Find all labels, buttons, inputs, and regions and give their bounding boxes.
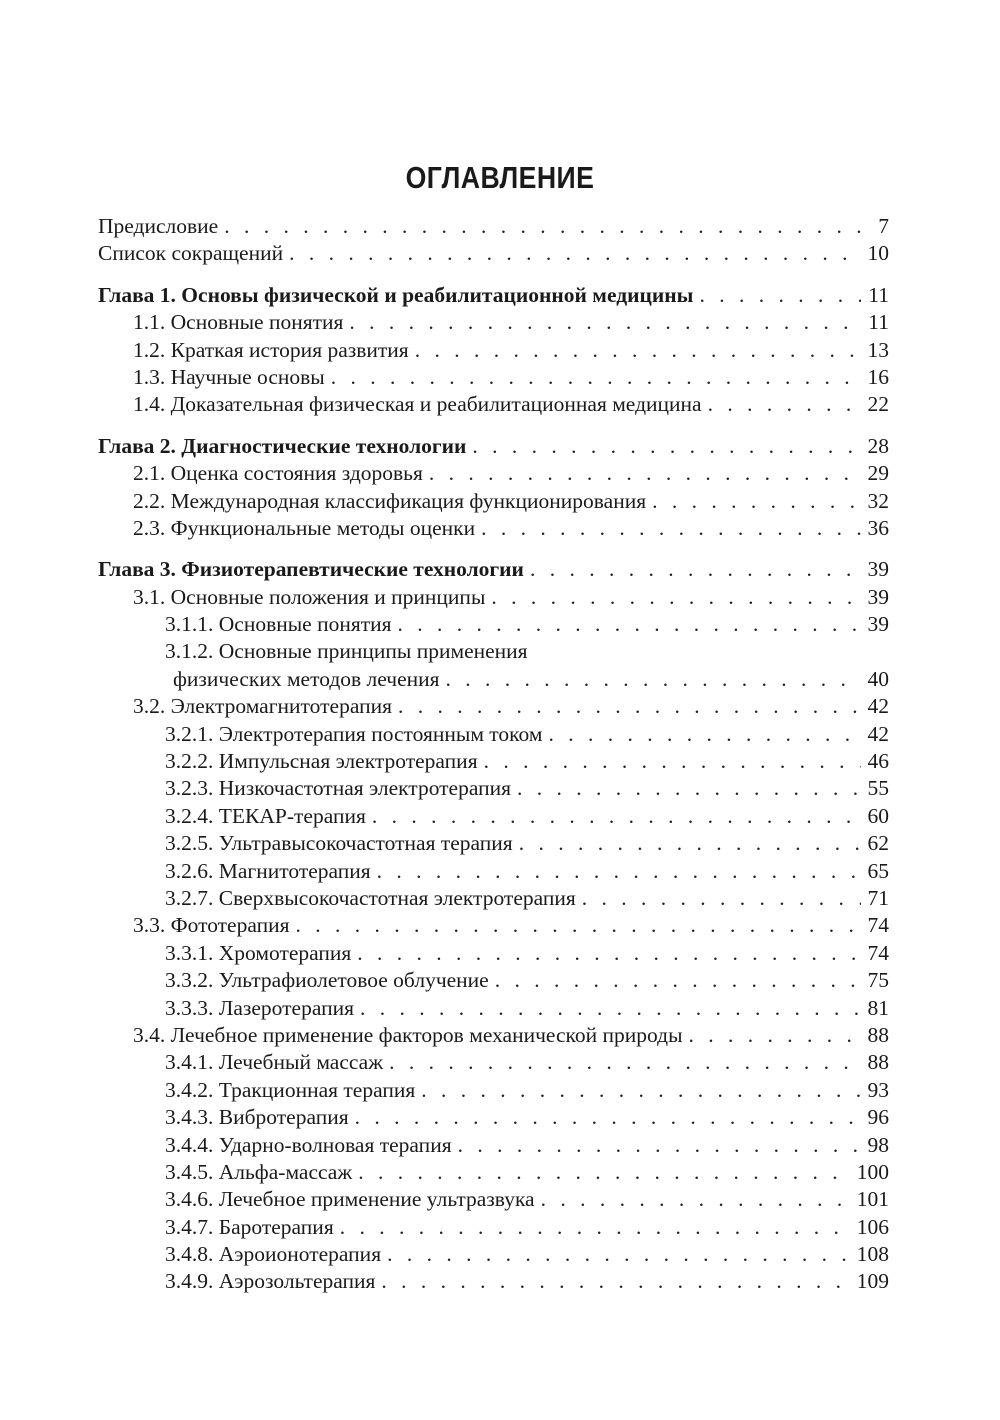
toc-page-number: 36 <box>867 515 889 540</box>
toc-subentry[interactable] <box>98 748 889 775</box>
toc-entry-title: 3.4.2. Тракционная терапия <box>165 1077 416 1102</box>
toc-leader-dots <box>358 1159 851 1186</box>
toc-page-number: 22 <box>867 392 889 417</box>
toc-leader-dots <box>699 282 861 309</box>
toc-page-number: 96 <box>867 1105 889 1130</box>
toc-leader-dots <box>381 1268 850 1295</box>
toc-leader-dots <box>519 830 861 857</box>
table-of-contents <box>98 213 889 1296</box>
toc-entry-title: Глава 1. Основы физической и реабилитационной медицины <box>98 282 694 307</box>
toc-entry[interactable] <box>98 912 889 939</box>
toc-entry-title: Предисловие <box>98 214 219 238</box>
toc-entry-title: 3.4. Лечебное применение факторов механической природы <box>133 1022 683 1047</box>
toc-entry-title: 3.2.2. Импульсная электротерапия <box>165 749 478 774</box>
toc-entry-title: 2.1. Оценка состояния здоровья <box>133 461 423 486</box>
toc-entry-title: 3.4.5. Альфа-массаж <box>165 1159 353 1184</box>
toc-page-number: 40 <box>867 666 889 691</box>
toc-subentry-continuation[interactable] <box>98 666 889 693</box>
toc-subentry[interactable] <box>98 1241 889 1268</box>
toc-page-number: 71 <box>867 885 889 910</box>
toc-entry-title: 3.4.8. Аэроионотерапия <box>165 1242 382 1267</box>
toc-leader-dots <box>458 1132 861 1159</box>
toc-page-number: 62 <box>867 831 889 856</box>
toc-entry-title: 3.1. Основные положения и принципы <box>133 584 486 609</box>
toc-subentry[interactable] <box>98 885 889 912</box>
toc-entry[interactable] <box>98 337 889 364</box>
toc-entry-title: 3.2.6. Магнитотерапия <box>165 858 371 883</box>
toc-leader-dots <box>389 1049 861 1076</box>
toc-entry-title: 3.2. Электромагнитотерапия <box>133 694 392 719</box>
toc-leader-dots <box>355 1104 861 1131</box>
toc-leader-dots <box>708 391 861 418</box>
toc-page-number: 65 <box>867 858 889 883</box>
toc-page-number: 106 <box>856 1214 889 1239</box>
toc-page-number: 74 <box>867 913 889 938</box>
toc-page-number: 13 <box>867 337 889 362</box>
toc-leader-dots <box>652 488 861 515</box>
toc-leader-dots <box>296 912 861 939</box>
toc-subentry[interactable] <box>98 611 889 638</box>
toc-entry-title: Глава 3. Физиотерапевтические технологии <box>98 557 524 582</box>
toc-entry-title: 3.2.1. Электротерапия постоянным током <box>165 721 543 746</box>
toc-leader-dots <box>349 309 861 336</box>
toc-entry-title: 3.2.3. Низкочастотная электротерапия <box>165 776 512 801</box>
toc-page-number: 39 <box>867 584 889 609</box>
toc-page-number: 98 <box>867 1132 889 1157</box>
toc-subentry[interactable] <box>98 940 889 967</box>
toc-page-number: 60 <box>867 803 889 828</box>
toc-page-number: 39 <box>867 557 889 582</box>
toc-subentry[interactable] <box>98 721 889 748</box>
toc-page-number: 7 <box>878 214 889 238</box>
toc-page-number: 93 <box>867 1077 889 1102</box>
toc-leader-dots <box>224 213 861 240</box>
toc-page-number: 28 <box>867 433 889 458</box>
toc-subentry[interactable] <box>98 1268 889 1295</box>
toc-page-number: 108 <box>856 1242 889 1267</box>
toc-entry-title: физических методов лечения <box>173 666 440 691</box>
toc-entry[interactable] <box>98 693 889 720</box>
toc-subentry[interactable] <box>98 638 889 665</box>
toc-chapter-2[interactable] <box>98 433 889 460</box>
toc-subentry[interactable] <box>98 1104 889 1131</box>
toc-subentry[interactable] <box>98 1132 889 1159</box>
toc-leader-dots <box>517 775 861 802</box>
toc-entry-title: 3.3.1. Хромотерапия <box>165 940 352 965</box>
toc-entry-title: 2.2. Международная классификация функционирования <box>133 488 647 513</box>
toc-leader-dots <box>387 1241 851 1268</box>
toc-entry[interactable] <box>98 584 889 611</box>
toc-page-number: 100 <box>856 1159 889 1184</box>
toc-page-number: 42 <box>867 721 889 746</box>
toc-page-number: 29 <box>867 461 889 486</box>
toc-chapter-1[interactable] <box>98 282 889 309</box>
toc-page-number: 46 <box>867 749 889 774</box>
toc-entry-title: 3.3.2. Ультрафиолетовое облучение <box>165 968 489 993</box>
toc-entry-abbreviations[interactable] <box>98 240 889 267</box>
toc-leader-dots <box>360 995 861 1022</box>
toc-subentry[interactable] <box>98 1186 889 1213</box>
toc-entry[interactable] <box>98 1022 889 1049</box>
toc-leader-dots <box>415 337 861 364</box>
page-title: ОГЛАВЛЕНИЕ <box>405 160 595 195</box>
toc-leader-dots <box>530 556 861 583</box>
toc-entry-title: 1.1. Основные понятия <box>133 310 344 335</box>
toc-entry-title: 1.2. Краткая история развития <box>133 337 409 362</box>
toc-page-number: 16 <box>867 364 889 389</box>
toc-entry-title: 3.4.4. Ударно-волновая терапия <box>165 1132 452 1157</box>
toc-entry-title: 3.2.4. ТЕКАР-терапия <box>165 803 366 828</box>
toc-entry-title: 3.4.1. Лечебный массаж <box>165 1050 384 1075</box>
toc-entry-title: 3.4.9. Аэрозольтерапия <box>165 1269 376 1294</box>
toc-entry-title: 3.1.1. Основные понятия <box>165 612 392 637</box>
toc-page-number: 39 <box>867 612 889 637</box>
toc-entry-preface[interactable] <box>98 213 889 240</box>
toc-subentry[interactable] <box>98 1159 889 1186</box>
toc-entry-title: 2.3. Функциональные методы оценки <box>133 515 476 540</box>
toc-leader-dots <box>689 1022 861 1049</box>
toc-entry-title: Глава 2. Диагностические технологии <box>98 433 467 458</box>
toc-subentry[interactable] <box>98 1077 889 1104</box>
toc-page-number: 109 <box>856 1269 889 1294</box>
toc-subentry[interactable] <box>98 995 889 1022</box>
toc-leader-dots <box>331 364 861 391</box>
toc-entry-title: 3.2.5. Ультравысокочастотная терапия <box>165 831 513 856</box>
toc-leader-dots <box>446 666 861 693</box>
toc-entry-title: 1.4. Доказательная физическая и реабилитационная медицина <box>133 392 702 417</box>
toc-entry-title: 3.3. Фототерапия <box>133 913 290 938</box>
toc-page-number: 75 <box>867 968 889 993</box>
toc-subentry[interactable] <box>98 858 889 885</box>
toc-page-number: 88 <box>867 1050 889 1075</box>
toc-entry-title: 3.4.6. Лечебное применение ультразвука <box>165 1187 535 1212</box>
toc-subentry[interactable] <box>98 967 889 994</box>
toc-entry-title: Список сокращений <box>98 241 284 266</box>
toc-leader-dots <box>541 1186 851 1213</box>
toc-subentry[interactable] <box>98 803 889 830</box>
toc-page-number: 88 <box>867 1022 889 1047</box>
toc-page-number: 32 <box>867 488 889 513</box>
toc-leader-dots <box>421 1077 861 1104</box>
toc-leader-dots <box>398 611 861 638</box>
toc-leader-dots <box>481 515 861 542</box>
toc-page-number: 101 <box>856 1187 889 1212</box>
toc-leader-dots <box>582 885 861 912</box>
toc-entry[interactable] <box>98 515 889 542</box>
toc-entry-title: 3.4.7. Баротерапия <box>165 1214 334 1239</box>
toc-entry-title: 3.2.7. Сверхвысокочастотная электротерапия <box>165 885 576 910</box>
toc-leader-dots <box>429 460 861 487</box>
toc-leader-dots <box>495 967 861 994</box>
toc-chapter-3[interactable] <box>98 556 889 583</box>
toc-subentry[interactable] <box>98 775 889 802</box>
toc-entry-title: 3.1.2. Основные принципы применения <box>165 639 528 664</box>
toc-entry[interactable] <box>98 391 889 418</box>
toc-page-number: 42 <box>867 694 889 719</box>
toc-entry-title: 3.4.3. Вибротерапия <box>165 1105 349 1130</box>
toc-leader-dots <box>491 584 861 611</box>
toc-page-number: 55 <box>867 776 889 801</box>
toc-entry[interactable] <box>98 460 889 487</box>
toc-entry[interactable] <box>98 488 889 515</box>
toc-leader-dots <box>357 940 861 967</box>
toc-leader-dots <box>398 693 861 720</box>
toc-page-number: 10 <box>867 241 889 266</box>
toc-subentry[interactable] <box>98 1049 889 1076</box>
toc-entry[interactable] <box>98 309 889 336</box>
toc-subentry[interactable] <box>98 830 889 857</box>
toc-page-number: 81 <box>867 995 889 1020</box>
toc-subentry[interactable] <box>98 1214 889 1241</box>
toc-page-number: 11 <box>868 310 889 335</box>
toc-entry[interactable] <box>98 364 889 391</box>
toc-page-number: 11 <box>868 282 889 307</box>
toc-leader-dots <box>484 748 861 775</box>
toc-leader-dots <box>377 858 861 885</box>
toc-leader-dots <box>289 240 861 267</box>
toc-page-number: 74 <box>867 940 889 965</box>
toc-leader-dots <box>472 433 861 460</box>
toc-leader-dots <box>372 803 861 830</box>
toc-leader-dots <box>548 721 861 748</box>
toc-entry-title: 3.3.3. Лазеротерапия <box>165 995 354 1020</box>
toc-leader-dots <box>340 1214 851 1241</box>
toc-entry-title: 1.3. Научные основы <box>133 364 325 389</box>
